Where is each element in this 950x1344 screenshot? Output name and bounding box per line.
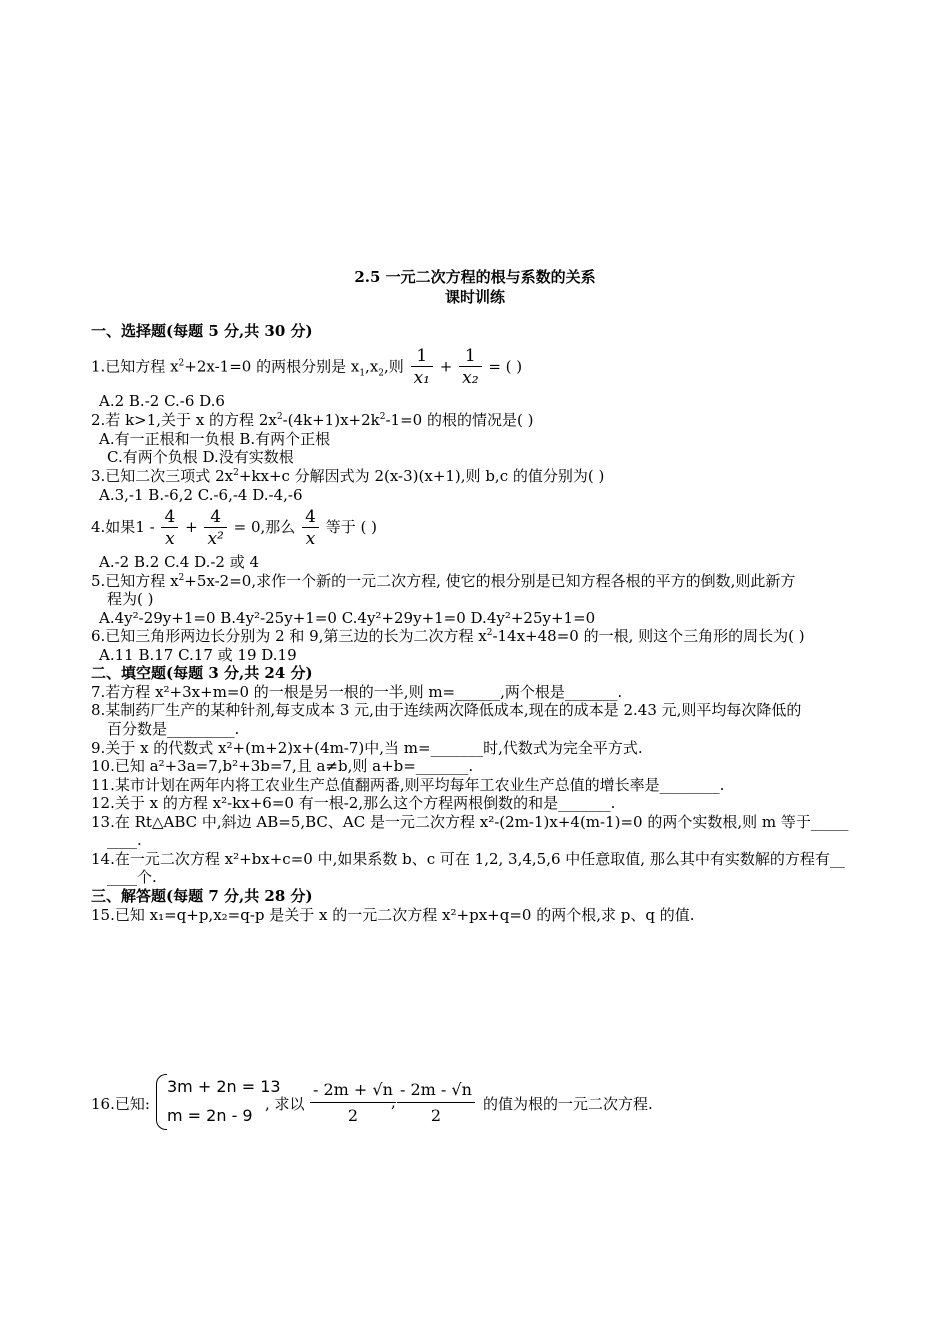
- q4-frac1-den: x: [165, 528, 175, 549]
- section-choice-heading: 一、选择题(每题 5 分,共 30 分): [91, 322, 313, 340]
- q4-prefix: 4.如果: [91, 518, 136, 536]
- q16-system-brace: [156, 1074, 167, 1130]
- question-14-line-1: 14.在一元二次方程 x²+bx+c=0 中,如果系数 b、c 可在 1,2, 3,4,5,6 中任意取值, 那么其中有实数解的方程有__: [91, 850, 845, 868]
- question-3: [91, 467, 861, 485]
- section-answer-heading: 三、解答题(每题 7 分,共 28 分): [91, 887, 313, 905]
- q1-frac1-num: 1: [411, 346, 433, 367]
- question-8-line-1: 8.某制药厂生产的某种针剂,每支成本 3 元,由于连续两次降低成本,现在的成本是 2.43 元,则平均每次降低的: [91, 701, 802, 719]
- q5-prefix: 5.已知方程 x: [91, 572, 179, 590]
- q4-eq: = 0: [233, 518, 261, 536]
- q1-prefix: 1.已知方程 x: [91, 357, 179, 376]
- q4-plus: +: [185, 518, 198, 536]
- section-fill-heading: 二、填空题(每题 3 分,共 24 分): [91, 664, 313, 682]
- q3-prefix: 3.已知二次三项式 2x: [91, 467, 234, 485]
- question-4: [91, 505, 861, 550]
- q6-exp: 2: [486, 628, 493, 638]
- question-10: 10.已知 a²+3a=7,b²+3b=7,且 a≠b,则 a+b=_______.: [91, 757, 474, 775]
- q4-frac3-den: x: [305, 528, 316, 549]
- q2-options-cd: C.有两个负根 D.没有实数根: [107, 448, 294, 466]
- q1-sub2: 2: [378, 368, 385, 379]
- q2-mid: -(4k+1)x+2k: [282, 411, 380, 429]
- question-13-line-1: 13.在 Rt△ABC 中,斜边 AB=5,BC、AC 是一元二次方程 x²-(2m-1)x+4(m-1)=0 的两个实数根,则 m 等于_____: [91, 813, 849, 831]
- q1-exp: 2: [178, 358, 185, 369]
- question-8-line-2: 百分数是_________.: [107, 720, 240, 738]
- q16-mid: , 求以: [265, 1095, 305, 1113]
- question-1: [91, 346, 861, 389]
- q1-mid3: ,则: [384, 357, 404, 376]
- q16-equation-2: m = 2n - 9: [167, 1106, 253, 1125]
- q3-options: A.3,-1 B.-6,2 C.-6,-4 D.-4,-6: [99, 486, 303, 504]
- q1-frac2-num: 1: [459, 346, 481, 367]
- q1-sub1: 1: [359, 368, 366, 379]
- question-2: [91, 411, 861, 429]
- q3-exp: 2: [233, 468, 239, 478]
- q2-suffix: -1=0 的根的情况是( ): [385, 411, 534, 429]
- q2-exp1: 2: [276, 412, 283, 422]
- q5-suffix: +5x-2=0,求作一个新的一元二次方程, 使它的根分别是已知方程各根的平方的倒数,则此新方: [184, 572, 796, 590]
- q2-prefix: 2.若 k>1,关于 x 的方程 2x: [91, 411, 277, 429]
- question-7: 7.若方程 x²+3x+m=0 的一根是另一根的一半,则 m=______,两个根是_______.: [91, 683, 623, 701]
- q16-frac2-den: 2: [430, 1106, 442, 1125]
- q1-options: A.2 B.-2 C.-6 D.6: [99, 392, 225, 410]
- page-title: 2.5 一元二次方程的根与系数的关系: [354, 268, 596, 286]
- q1-frac1-den: x₁: [413, 368, 430, 388]
- question-14-line-2: ____个.: [107, 868, 157, 886]
- q2-exp2: 2: [379, 412, 386, 422]
- q1-mid2: ,x: [365, 357, 379, 376]
- question-11: 11.某市计划在两年内将工农业生产总值翻两番,则平均每年工农业生产总值的增长率是________.: [91, 776, 725, 794]
- q2-options-ab: A.有一正根和一负根 B.有两个正根: [99, 430, 331, 448]
- question-12: 12.关于 x 的方程 x²-kx+6=0 有一根-2,那么这个方程两根倒数的和是_______.: [91, 794, 616, 812]
- q16-prefix: 16.已知:: [91, 1095, 150, 1113]
- q16-frac2-num: - 2m - √n: [397, 1078, 475, 1103]
- question-13-line-2: ____.: [107, 831, 142, 849]
- question-5: [91, 572, 861, 590]
- q1-frac2-den: x₂: [462, 368, 479, 388]
- q4-fraction-3: [302, 507, 319, 550]
- page-subtitle: 课时训练: [444, 288, 505, 306]
- q16-comma: ,: [391, 1093, 396, 1111]
- q4-frac1-num: 4: [161, 507, 178, 528]
- q4-frac2-num: 4: [204, 507, 226, 528]
- q4-options: A.-2 B.2 C.4 D.-2 或 4: [99, 553, 260, 571]
- q4-fraction-1: [161, 507, 178, 550]
- q1-suffix: = ( ): [488, 357, 523, 376]
- q3-suffix: +kx+c 分解因式为 2(x-3)(x+1),则 b,c 的值分别为( ): [238, 467, 605, 485]
- q6-options: A.11 B.17 C.17 或 19 D.19: [99, 646, 297, 664]
- q5-exp: 2: [178, 573, 185, 583]
- q4-fraction-2: [204, 507, 226, 550]
- q16-suffix: 的值为根的一元二次方程.: [483, 1095, 653, 1113]
- q1-plus: +: [439, 357, 453, 376]
- q16-equation-1: 3m + 2n = 13: [167, 1077, 281, 1096]
- q1-fraction-2: [459, 346, 481, 389]
- q4-suffix: 等于 ( ): [325, 518, 377, 536]
- q1-fraction-1: [411, 346, 433, 389]
- q6-suffix: -14x+48=0 的一根, 则这个三角形的周长为( ): [492, 627, 805, 645]
- q4-frac2-den: x²: [207, 528, 224, 549]
- q5-continuation: 程为( ): [107, 590, 154, 608]
- q4-frac3-num: 4: [302, 507, 319, 528]
- q5-options: A.4y²-29y+1=0 B.4y²-25y+1=0 C.4y²+29y+1=0 D.4y²+25y+1=0: [99, 609, 596, 627]
- question-6: [91, 627, 861, 645]
- q16-frac1-num: - 2m + √n: [310, 1078, 396, 1103]
- q4-mid: ,那么: [260, 518, 296, 536]
- q16-frac1-den: 2: [347, 1106, 359, 1125]
- q1-mid: +2x-1=0 的两根分别是 x: [184, 357, 360, 376]
- question-15: 15.已知 x₁=q+p,x₂=q-p 是关于 x 的一元二次方程 x²+px+q=0 的两个根,求 p、q 的值.: [91, 906, 695, 924]
- q16-fraction-1: [310, 1078, 396, 1129]
- q16-fraction-2: [397, 1078, 475, 1129]
- q4-one-minus: 1 -: [135, 518, 155, 536]
- question-9: 9.关于 x 的代数式 x²+(m+2)x+(4m-7)中,当 m=_______时,代数式为完全平方式.: [91, 739, 643, 757]
- q6-prefix: 6.已知三角形两边长分别为 2 和 9,第三边的长为二次方程 x: [91, 627, 487, 645]
